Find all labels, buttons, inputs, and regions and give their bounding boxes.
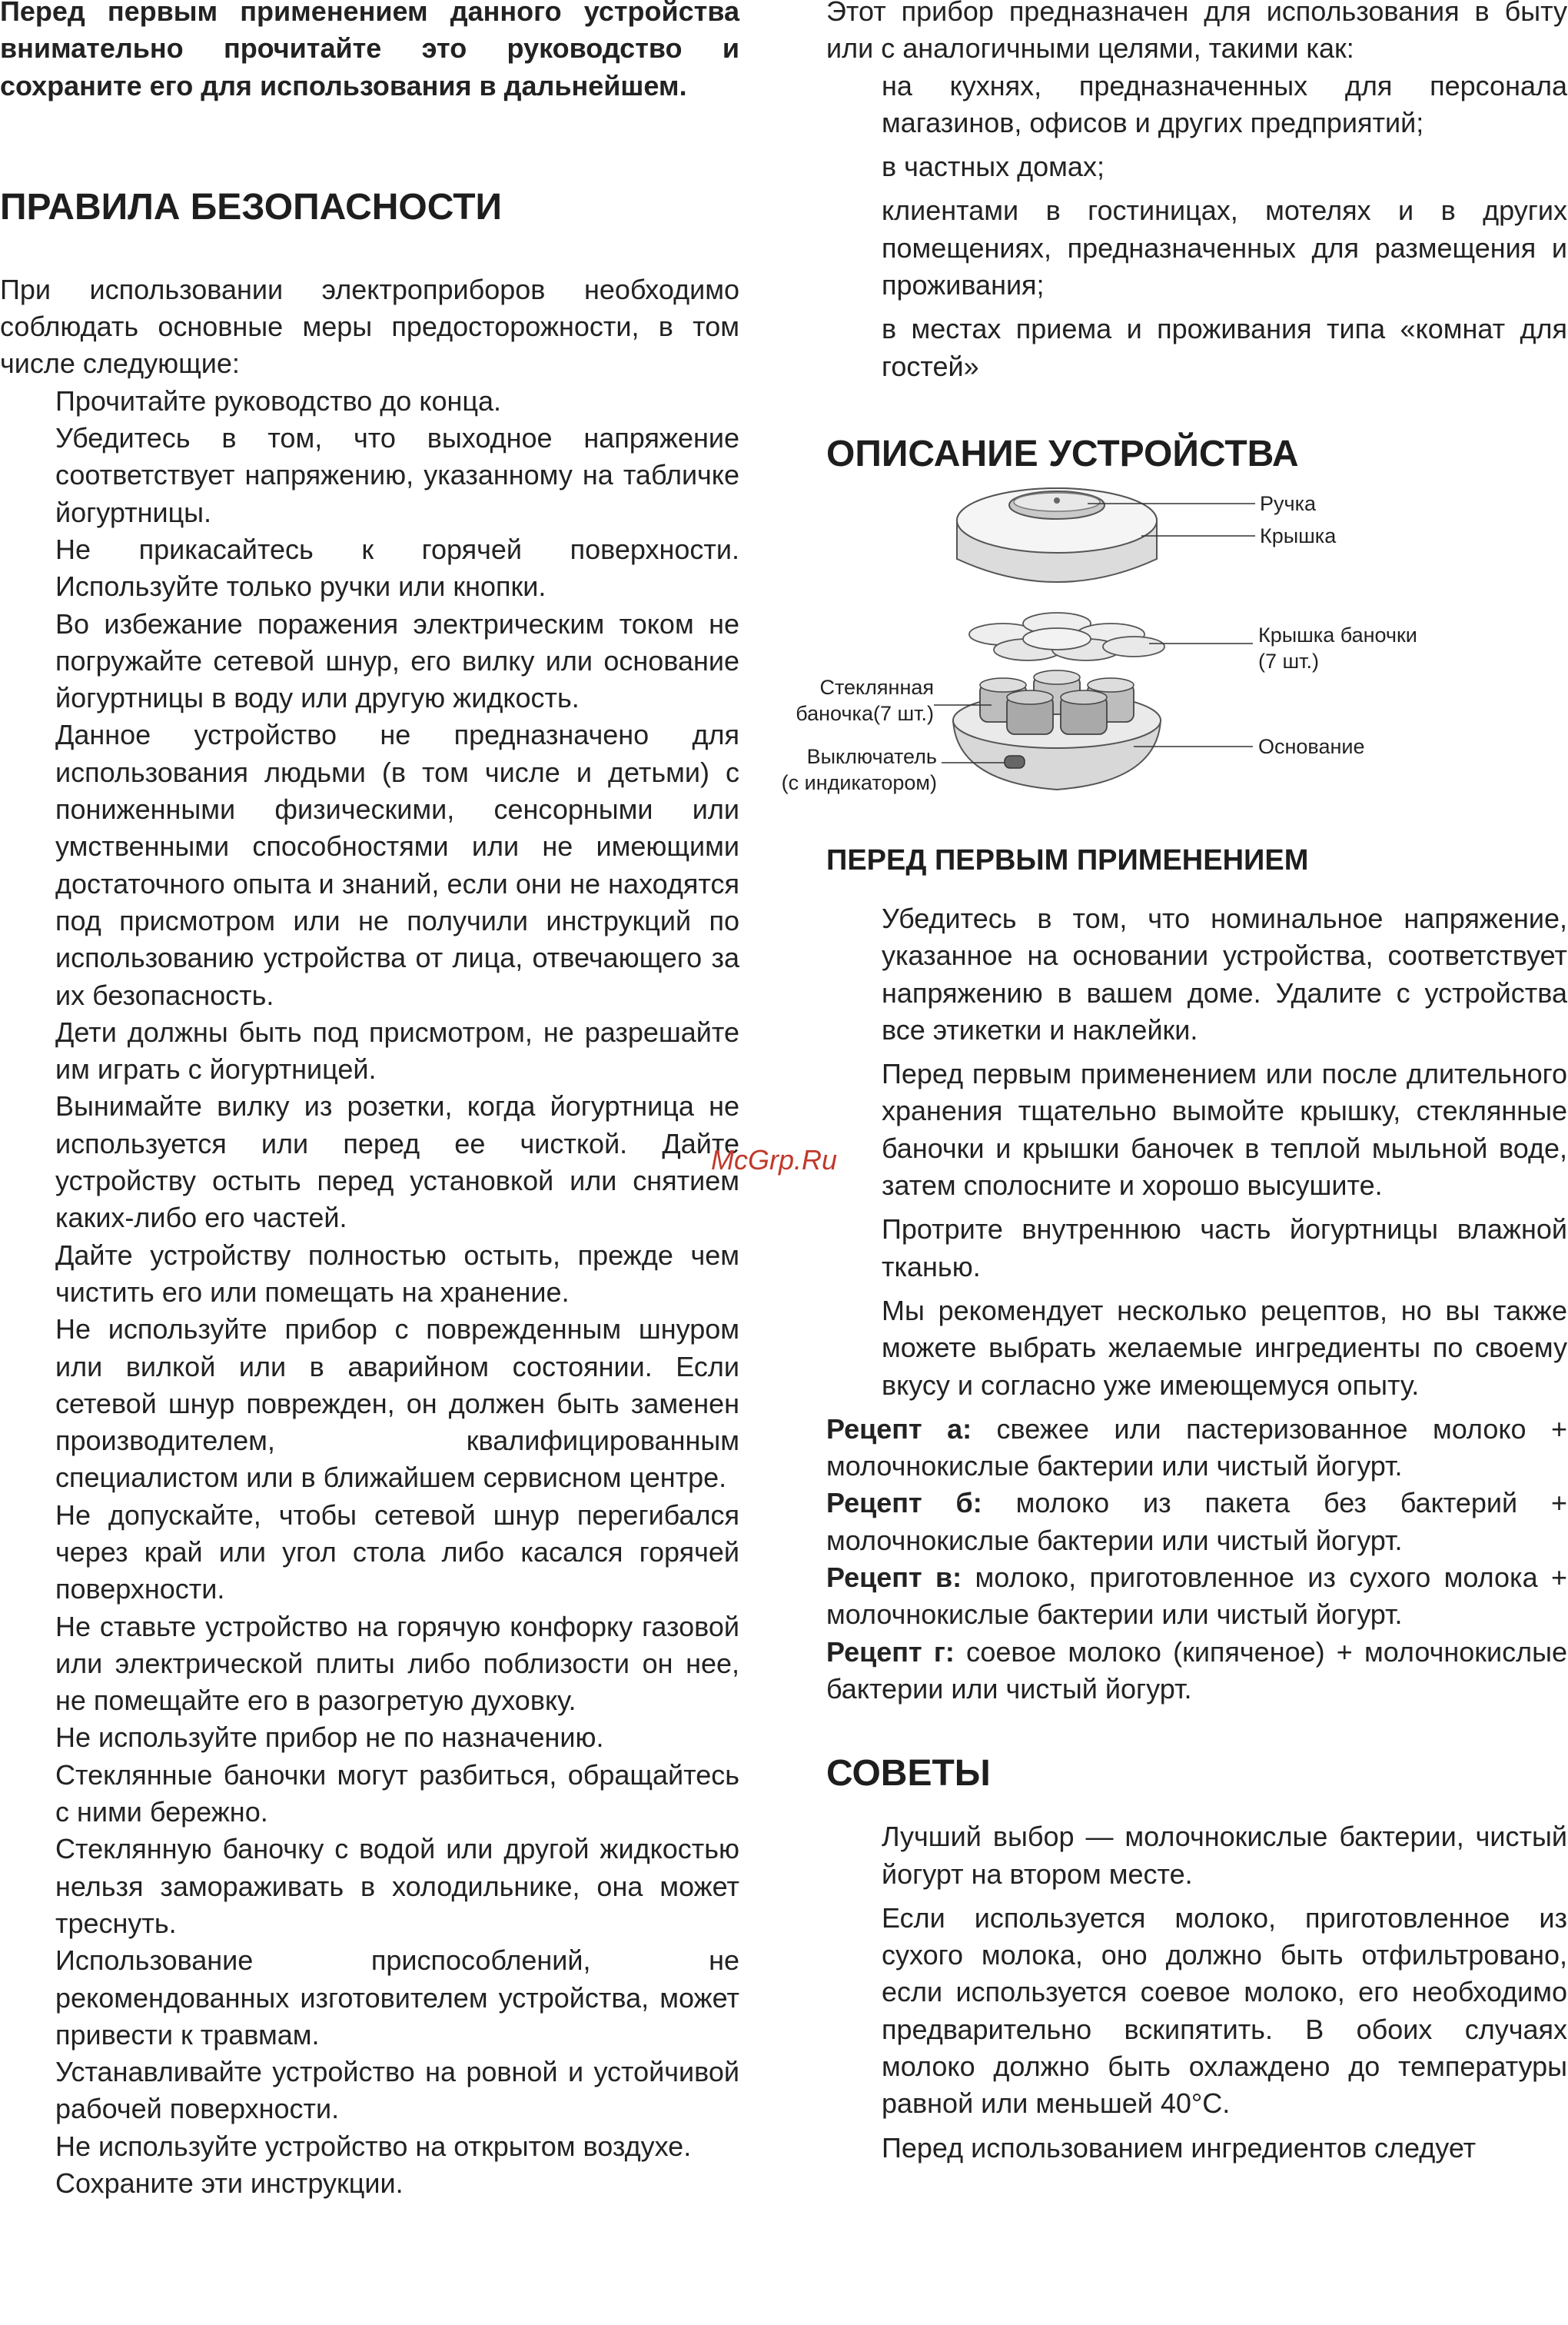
recipe-label: Рецепт г:: [826, 1635, 955, 1668]
list-item: Устанавливайте устройство на ровной и устойчивой рабочей поверхности.: [55, 2056, 739, 2125]
label-lid: Крышка: [1260, 524, 1337, 547]
label-jar-lid-1: Крышка баночки: [1258, 623, 1417, 647]
safety-list: [0, 383, 739, 2203]
jar-lids-illustration: [969, 613, 1164, 660]
list-item: Во избежание поражения электрическим током не погружайте сетевой шнур, его вилку или основание йогуртницы в воду или другую жидкость.: [55, 607, 739, 714]
list-item: в местах приема и проживания типа «комнат для гостей»: [882, 313, 1567, 382]
list-item: Вынимайте вилку из розетки, когда йогуртница не используется или перед ее чисткой. Дайте устройству остыть перед установкой или снятием каких-либо его частей.: [55, 1090, 739, 1234]
recipe-label: Рецепт б:: [826, 1487, 982, 1519]
list-item: Если используется молоко, приготовленное из сухого молока, оно должно быть отфильтровано, если используется соевое молоко, его необходимо предварительно вскипятить. В обоих случаях молоко должно быть охлаждено до температуры равной или меньшей 40°C.: [882, 1901, 1567, 2120]
list-item: Дети должны быть под присмотром, не разрешайте им играть с йогуртницей.: [55, 1016, 739, 1086]
device-diagram: [781, 482, 1472, 820]
recipe-d: [826, 1634, 1567, 1708]
description-heading: ОПИСАНИЕ УСТРОЙСТВА: [826, 433, 1299, 474]
list-item: Не допускайте, чтобы сетевой шнур перегибался через край или угол стола либо касался горячей поверхности.: [55, 1498, 739, 1605]
label-glass-jar-1: Стеклянная: [819, 675, 934, 699]
label-switch-1: Выключатель: [806, 744, 937, 768]
recipe-text: свежее или пастеризованное молоко + молочнокислые бактерии или чистый йогурт.: [826, 1412, 1567, 1482]
list-item: на кухнях, предназначенных для персонала магазинов, офисов и других предприятий;: [882, 69, 1567, 138]
intro-notice: Перед первым применением данного устройства внимательно прочитайте это руководство и сохраните его для использования в дальнейшем.: [0, 0, 739, 101]
list-item: Дайте устройству полностью остыть, прежде чем чистить его или помещать на хранение.: [55, 1239, 739, 1308]
list-item: Перед использованием ингредиентов следует: [882, 2131, 1477, 2164]
list-item: в частных домах;: [882, 151, 1105, 183]
lid-illustration: [957, 488, 1157, 582]
left-column: [0, 0, 739, 2202]
list-item: Стеклянные баночки могут разбиться, обращайтесь с ними бережно.: [55, 1758, 739, 1828]
list-item: Не используйте прибор с поврежденным шнуром или вилкой или в аварийном состоянии. Если сетевой шнур поврежден, он должен быть заменен производителем, квалифицированным специалистом или в ближайшем сервисном центре.: [55, 1313, 739, 1494]
recipe-text: молоко из пакета без бактерий + молочнокислые бактерии или чистый йогурт.: [826, 1487, 1567, 1556]
base-illustration: [953, 670, 1161, 790]
recipe-label: Рецепт а:: [826, 1412, 972, 1445]
list-item: Протрите внутреннюю часть йогуртницы влажной тканью.: [882, 1213, 1567, 1282]
list-item: Не прикасайтесь к горячей поверхности. Используйте только ручки или кнопки.: [55, 533, 739, 603]
recipe-c: [826, 1559, 1567, 1634]
list-item: Не используйте прибор не по назначению.: [55, 1721, 604, 1754]
list-item: Использование приспособлений, не рекомендованных изготовителем устройства, может привести к травмам.: [55, 1944, 739, 2051]
list-item: Мы рекомендует несколько рецептов, но вы также можете выбрать желаемые ингредиенты по своему вкусу и согласно уже имеющемуся опыту.: [882, 1294, 1567, 1401]
list-item: Лучший выбор — молочнокислые бактерии, чистый йогурт на втором месте.: [882, 1821, 1567, 1890]
recipe-a: [826, 1411, 1567, 1485]
list-item: Данное устройство не предназначено для использования людьми (в том числе и детьми) с пониженными физическими, сенсорными или умственными способностями или не имеющими достаточного опыта и знаний, если они не находятся под присмотром или не получили инструкций по использованию устройства от лица, отвечающего за их безопасность.: [55, 719, 739, 1011]
recipe-text: молоко, приготовленное из сухого молока + молочнокислые бактерии или чистый йогурт.: [826, 1562, 1567, 1631]
label-base: Основание: [1258, 734, 1365, 758]
usage-lead: Этот прибор предназначен для использования в быту или с аналогичными целями, такими как:: [826, 0, 1567, 65]
list-item: клиентами в гостиницах, мотелях и в других помещениях, предназначенных для размещения и проживания;: [882, 195, 1567, 301]
label-jar-lid-2: (7 шт.): [1258, 649, 1320, 673]
safety-lead: При использовании электроприборов необходимо соблюдать основные меры предосторожности, в том числе следующие:: [0, 273, 739, 380]
list-item: Прочитайте руководство до конца.: [55, 384, 502, 417]
switch-icon: [1005, 756, 1025, 768]
watermark: McGrp.Ru: [711, 1144, 838, 1176]
list-item: Не используйте устройство на открытом воздухе.: [55, 2130, 692, 2162]
recipe-label: Рецепт в:: [826, 1562, 962, 1594]
list-item: Не ставьте устройство на горячую конфорку газовой или электрической плиты либо поблизости он нее, не помещайте его в разогретую духовку.: [55, 1610, 739, 1717]
list-item: Убедитесь в том, что выходное напряжение соответствует напряжению, указанному на табличке йогуртницы.: [55, 422, 739, 528]
list-item: Убедитесь в том, что номинальное напряжение, указанное на основании устройства, соответствует напряжению в вашем доме. Удалите с устройства все этикетки и наклейки.: [882, 902, 1567, 1046]
label-glass-jar-2: баночка(7 шт.): [796, 701, 934, 725]
before-first-use-heading: ПЕРЕД ПЕРВЫМ ПРИМЕНЕНИЕМ: [826, 843, 1309, 876]
right-column: [781, 0, 1567, 2167]
list-item: Стеклянную баночку с водой или другой жидкостью нельзя замораживать в холодильнике, она может треснуть.: [55, 1833, 739, 1939]
tips-heading: СОВЕТЫ: [826, 1753, 991, 1794]
recipe-b: [826, 1485, 1567, 1559]
list-item: Сохраните эти инструкции.: [55, 2167, 404, 2200]
recipe-text: соевое молоко (кипяченое) + молочнокислые бактерии или чистый йогурт.: [826, 1635, 1567, 1705]
list-item: Перед первым применением или после длительного хранения тщательно вымойте крышку, стеклянные баночки и крышки баночек в теплой мыльной воде, затем сполосните и хорошо высушите.: [882, 1058, 1567, 1202]
label-switch-2: (с индикатором): [781, 770, 937, 794]
label-handle: Ручка: [1260, 491, 1316, 515]
safety-heading: ПРАВИЛА БЕЗОПАСНОСТИ: [0, 186, 503, 228]
